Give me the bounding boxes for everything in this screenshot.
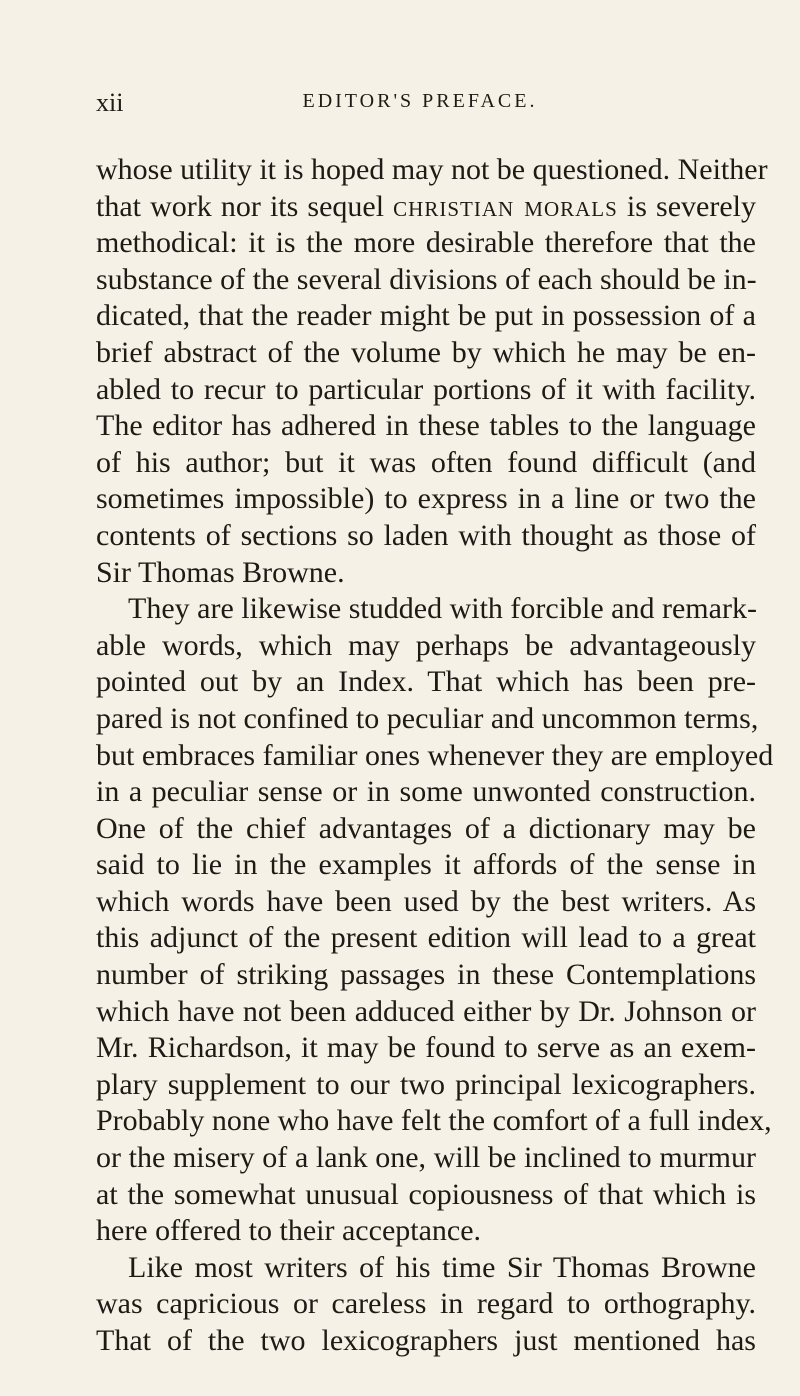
text-line <box>96 1323 756 1360</box>
text-line <box>96 298 756 335</box>
page-number: xii <box>96 88 124 117</box>
text-segment: Sir Thomas Browne. <box>96 555 345 589</box>
text-line <box>96 957 756 994</box>
text-segment: They are likewise studded with forcible and remark- <box>128 592 757 626</box>
text-line <box>96 774 756 811</box>
text-line <box>96 189 756 226</box>
text-segment: sometimes impossible) to express in a line or two the <box>96 482 756 516</box>
text-segment: is severely <box>617 189 756 223</box>
text-segment: of his author; but it was often found difficult (and <box>96 445 756 479</box>
text-segment: here offered to their acceptance. <box>96 1214 482 1248</box>
text-segment: that work nor its sequel <box>96 189 394 223</box>
body-text <box>96 152 774 1360</box>
text-segment: which have not been adduced either by Dr. Johnson or <box>96 994 756 1028</box>
text-line <box>96 408 756 445</box>
text-segment: pared is not confined to peculiar and uncommon terms, <box>96 701 759 735</box>
text-segment: abled to recur to particular portions of it with facility. <box>96 372 756 406</box>
text-line <box>96 1250 756 1287</box>
text-line <box>96 262 756 299</box>
text-segment: Mr. Richardson, it may be found to serve as an exem- <box>96 1031 756 1065</box>
text-line <box>96 994 756 1031</box>
text-line <box>96 920 756 957</box>
text-segment: methodical: it is the more desirable therefore that the <box>96 226 756 260</box>
text-line <box>96 372 756 409</box>
text-segment: contents of sections so laden with thought as those of <box>96 518 756 552</box>
text-line <box>96 1103 772 1140</box>
text-line <box>96 152 768 189</box>
text-segment: but embraces familiar ones whenever they are employed <box>96 738 774 772</box>
text-segment: Like most writers of his time Sir Thomas Browne <box>128 1250 756 1284</box>
text-line <box>96 664 756 701</box>
text-line <box>96 481 756 518</box>
text-segment: dicated, that the reader might be put in possession of a <box>96 299 756 333</box>
text-line <box>96 225 756 262</box>
text-line <box>96 628 756 665</box>
text-segment: brief abstract of the volume by which he may be en- <box>96 335 756 369</box>
text-segment: able words, which may perhaps be advantageously <box>96 628 756 662</box>
text-segment: at the somewhat unusual copiousness of that which is <box>96 1177 756 1211</box>
text-segment: in a peculiar sense or in some unwonted construction. <box>96 775 756 809</box>
text-line <box>96 518 756 555</box>
text-segment: The editor has adhered in these tables to the language <box>96 409 756 443</box>
text-segment: That of the two lexicographers just mentioned has <box>96 1324 756 1357</box>
text-line <box>96 847 756 884</box>
text-segment: substance of the several divisions of each should be in- <box>96 262 757 296</box>
text-segment: plary supplement to our two principal lexicographers. <box>96 1067 756 1101</box>
text-line <box>96 1030 756 1067</box>
text-segment: One of the chief advantages of a dictionary may be <box>96 811 756 845</box>
small-caps-title: christian morals <box>393 189 618 223</box>
text-line <box>96 591 756 628</box>
text-line <box>96 1177 756 1214</box>
page-header <box>96 88 704 128</box>
text-line <box>96 335 756 372</box>
text-line <box>96 445 756 482</box>
text-segment: or the misery of a lank one, will be inclined to murmur <box>96 1141 756 1175</box>
text-segment: number of striking passages in these Contemplations <box>96 958 756 992</box>
text-line <box>96 1140 756 1177</box>
text-line <box>96 1286 756 1323</box>
text-segment: Probably none who have felt the comfort of a full index, <box>96 1104 772 1138</box>
text-line <box>96 811 756 848</box>
text-line <box>96 701 759 738</box>
text-line <box>96 1067 756 1104</box>
text-segment: pointed out by an Index. That which has been pre- <box>96 665 756 699</box>
running-head: EDITOR'S PREFACE. <box>302 90 538 112</box>
text-segment: whose utility it is hoped may not be questioned. Neither <box>96 153 768 186</box>
text-line <box>96 884 756 921</box>
text-segment: was capricious or careless in regard to orthography. <box>96 1287 756 1321</box>
text-segment: this adjunct of the present edition will lead to a great <box>96 921 756 955</box>
text-segment: said to lie in the examples it affords of the sense in <box>96 848 756 882</box>
text-line <box>96 555 756 592</box>
text-line <box>96 1213 756 1250</box>
text-line <box>96 738 774 775</box>
text-segment: which words have been used by the best writers. As <box>96 884 756 918</box>
